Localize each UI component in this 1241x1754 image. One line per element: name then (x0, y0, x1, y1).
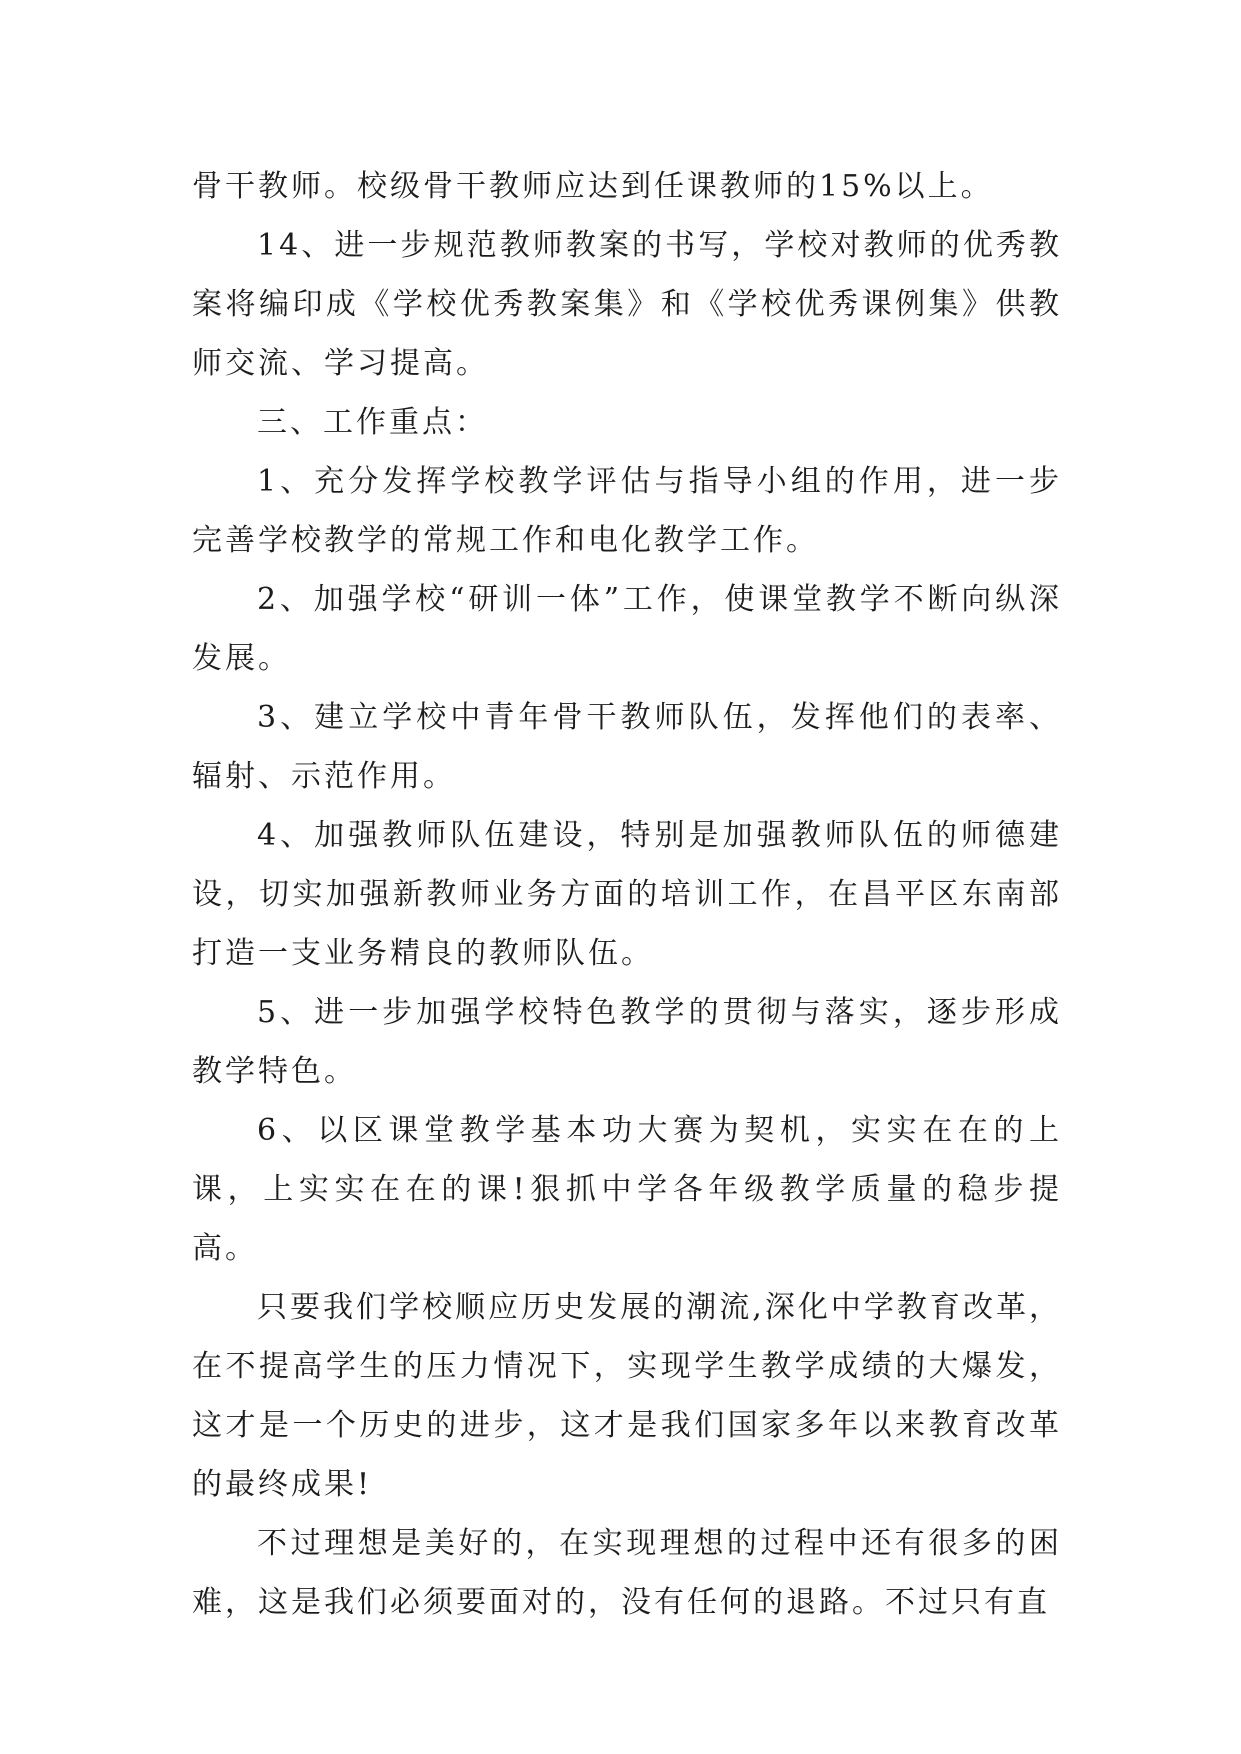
paragraph: 14、进一步规范教师教案的书写，学校对教师的优秀教案将编印成《学校优秀教案集》和《学校优秀课例集》供教师交流、学习提高。 (192, 228, 1062, 381)
paragraph: 1、充分发挥学校教学评估与指导小组的作用，进一步完善学校教学的常规工作和电化教学工作。 (192, 464, 1062, 558)
paragraph: 2、加强学校“研训一体”工作，使课堂教学不断向纵深发展。 (192, 582, 1062, 676)
section-heading: 三、工作重点： (257, 405, 488, 440)
paragraph: 5、进一步加强学校特色教学的贯彻与落实，逐步形成教学特色。 (192, 995, 1062, 1089)
paragraph: 骨干教师。校级骨干教师应达到任课教师的15%以上。 (192, 169, 994, 204)
paragraph: 3、建立学校中青年骨干教师队伍，发挥他们的表率、辐射、示范作用。 (192, 700, 1062, 794)
document-body (192, 157, 1062, 1632)
paragraph: 4、加强教师队伍建设，特别是加强教师队伍的师德建设，切实加强新教师业务方面的培训工作，在昌平区东南部打造一支业务精良的教师队伍。 (192, 818, 1062, 971)
paragraph: 只要我们学校顺应历史发展的潮流,深化中学教育改革，在不提高学生的压力情况下，实现学生教学成绩的大爆发，这才是一个历史的进步，这才是我们国家多年以来教育改革的最终成果! (192, 1290, 1062, 1502)
paragraph: 6、以区课堂教学基本功大赛为契机，实实在在的上课，上实实在在的课!狠抓中学各年级教学质量的稳步提高。 (192, 1113, 1062, 1266)
paragraph: 不过理想是美好的，在实现理想的过程中还有很多的困难，这是我们必须要面对的，没有任何的退路。不过只有直 (192, 1526, 1062, 1620)
